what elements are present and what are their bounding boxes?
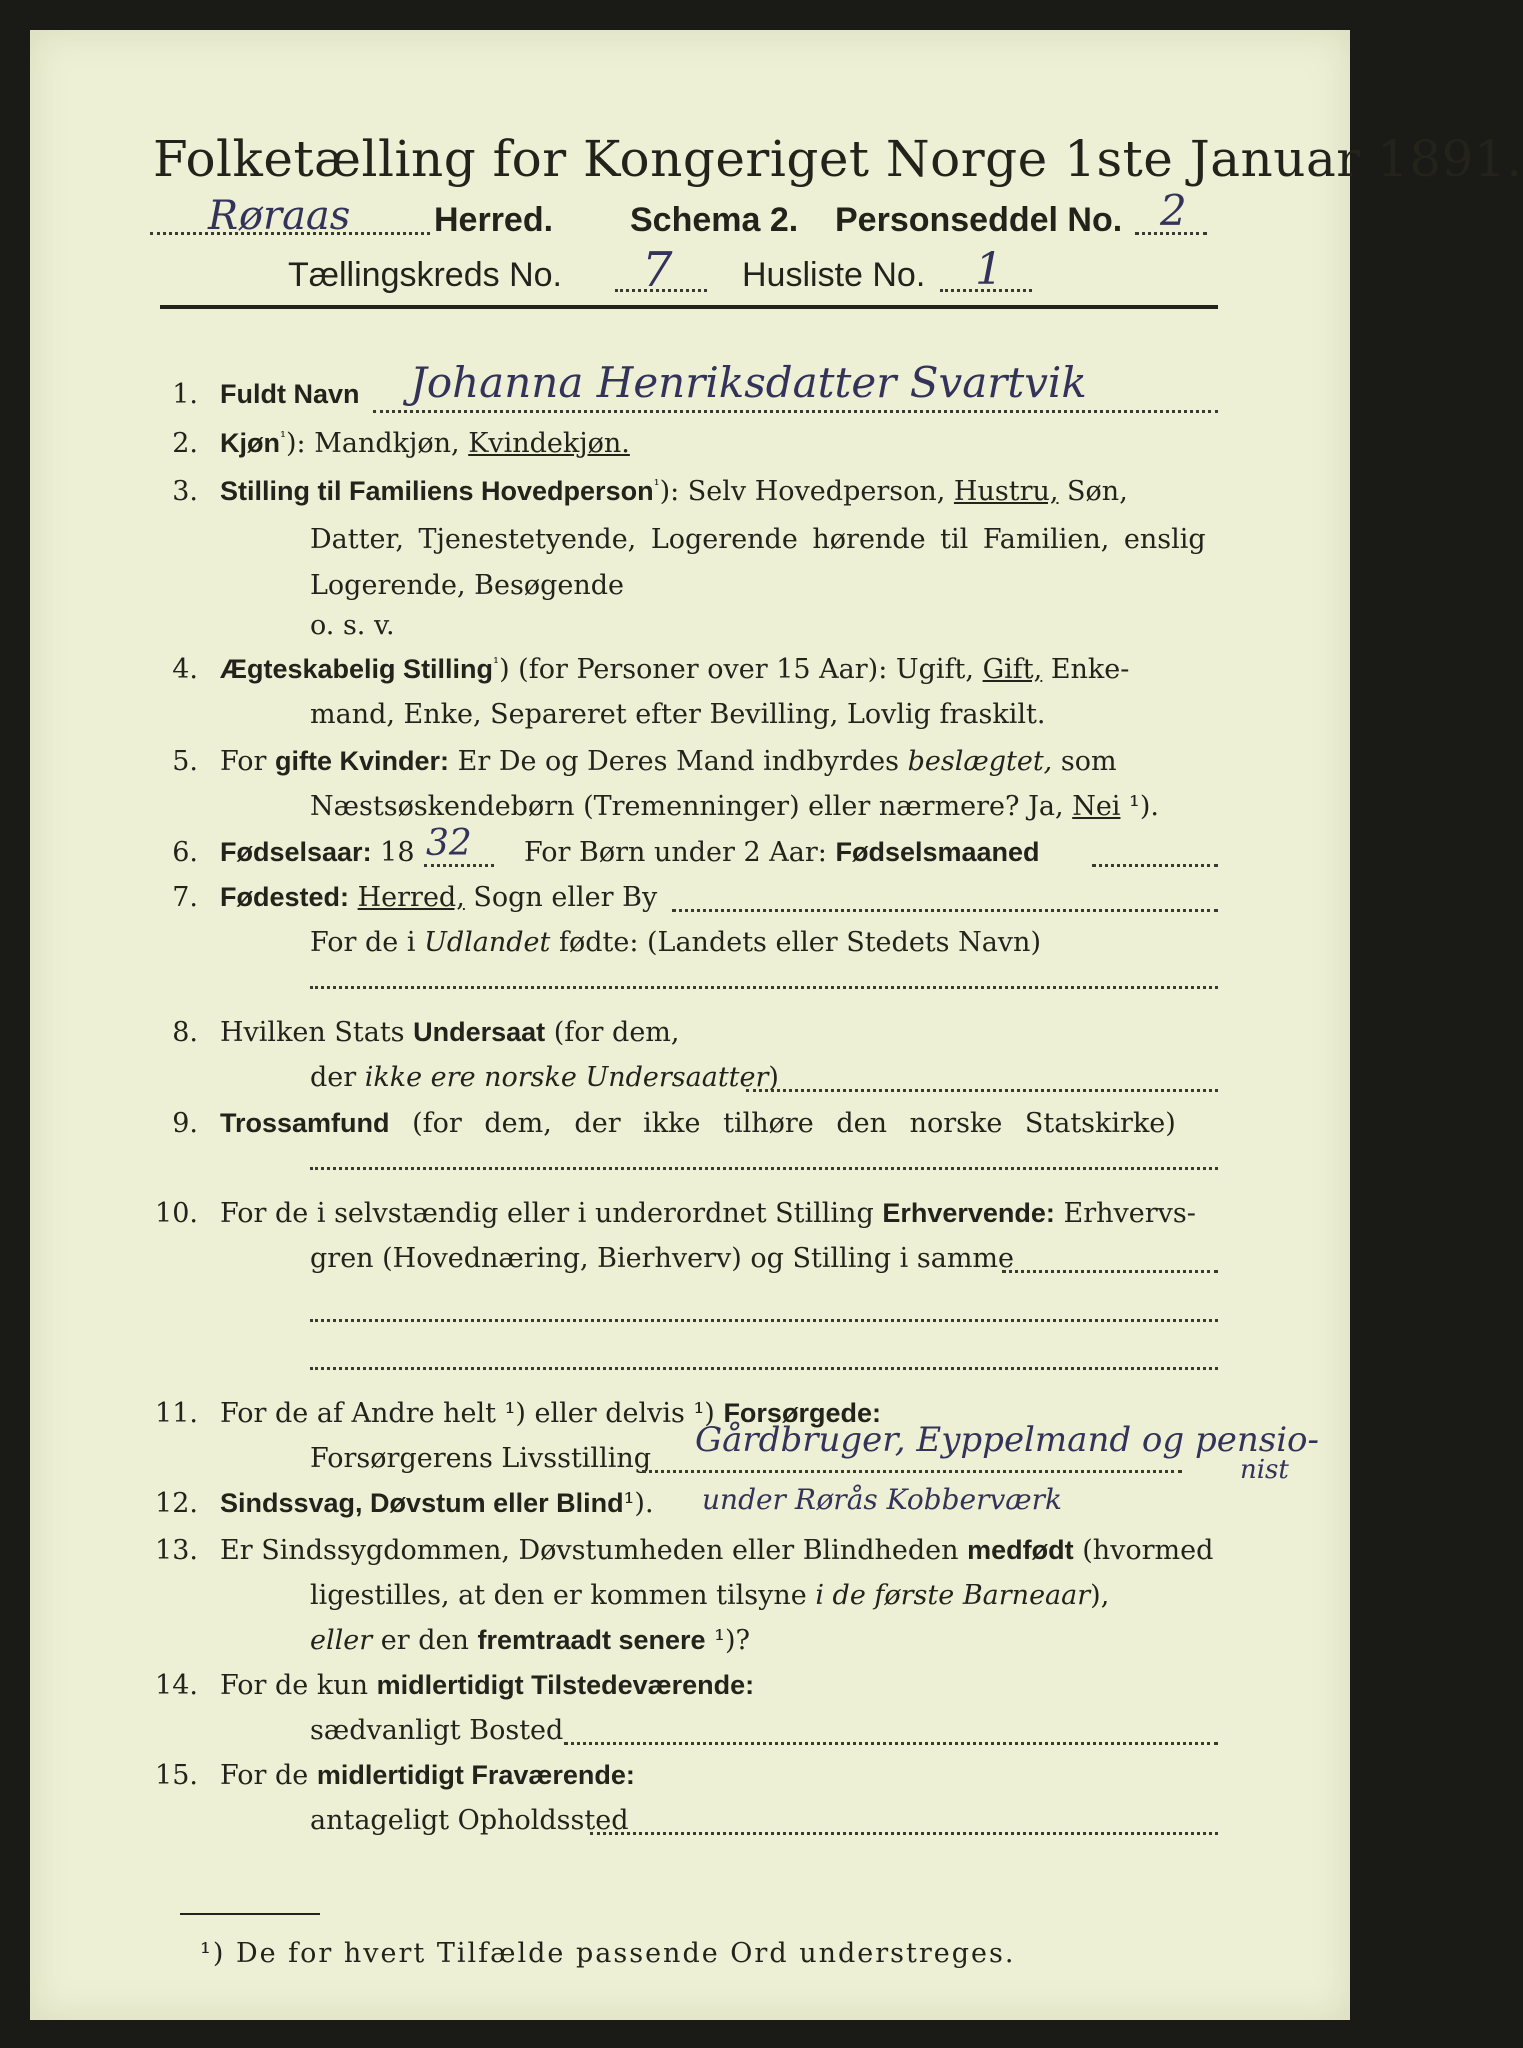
item-6-label bbox=[220, 837, 415, 868]
marital-status-footnote-mark: ¹ bbox=[493, 653, 500, 672]
item-13-line-2 bbox=[310, 1580, 1109, 1611]
citizenship-dotted-line bbox=[746, 1089, 1218, 1092]
item-7-line-2 bbox=[310, 927, 1041, 958]
item-10-line-1 bbox=[220, 1198, 1196, 1229]
abroad-prefix: For de i bbox=[310, 926, 416, 958]
item-4-line-2: mand, Enke, Separeret efter Bevilling, Lovlig fraskilt. bbox=[310, 699, 1046, 731]
kreds-value: 7 bbox=[642, 242, 673, 299]
item-15-line-2: antageligt Opholdssted bbox=[310, 1805, 629, 1837]
item-4-line-1 bbox=[220, 654, 1129, 685]
citizenship-prefix: Hvilken Stats bbox=[220, 1017, 405, 1049]
birth-year-prefix: 18 bbox=[380, 837, 415, 869]
family-position-footnote-mark: ¹ bbox=[653, 475, 660, 494]
sex-label: Kjøn bbox=[220, 428, 280, 458]
married-women-for: For bbox=[220, 746, 267, 778]
item-3-number: 3. bbox=[172, 475, 198, 507]
item-4-number: 4. bbox=[172, 653, 198, 685]
footnote-rule bbox=[180, 1913, 320, 1915]
header-rule bbox=[160, 305, 1218, 309]
temporary-absent-label: midlertidigt Fraværende: bbox=[316, 1760, 635, 1791]
birth-year-dotted-line bbox=[424, 864, 494, 867]
married-women-question-2: Næstsøskendebørn (Tremenninger) eller nærmere? Ja, bbox=[310, 791, 1064, 823]
sex-footnote-mark: ¹ bbox=[280, 428, 287, 446]
stay-dotted-line bbox=[590, 1832, 1218, 1835]
item-6-number: 6. bbox=[172, 837, 198, 869]
married-women-som: som bbox=[1060, 746, 1117, 778]
item-3-line-3: Logerende, Besøgende bbox=[310, 569, 624, 601]
full-name-label: Fuldt Navn bbox=[220, 379, 360, 410]
herred-label-text: Herred. bbox=[434, 201, 554, 240]
item-9-line-1 bbox=[220, 1108, 1176, 1139]
supporter-occupation-value-2: nist bbox=[1240, 1455, 1289, 1486]
citizenship-der: der bbox=[310, 1062, 357, 1094]
birth-month-dotted-line bbox=[1092, 864, 1218, 867]
disability-footnote-mark: ¹). bbox=[623, 1488, 654, 1520]
personseddel-value: 2 bbox=[1160, 186, 1187, 236]
item-6-part-2 bbox=[524, 837, 1040, 868]
marital-status-options-a: ) (for Personer over 15 Aar): Ugift, bbox=[499, 653, 974, 685]
religion-label: Trossamfund bbox=[220, 1107, 390, 1138]
birth-year-value: 32 bbox=[426, 822, 472, 864]
married-women-question: Er De og Deres Mand indbyrdes bbox=[457, 746, 899, 778]
item-12-number: 12. bbox=[155, 1488, 198, 1520]
herred-value: Røraas bbox=[208, 193, 351, 240]
birthplace-selected-option: Herred, bbox=[357, 881, 465, 913]
occupation-prefix: For de i selvstændig eller i underordnet Stilling bbox=[220, 1197, 874, 1229]
birth-year-label: Fødselsaar: bbox=[220, 837, 372, 868]
item-2-text bbox=[220, 428, 630, 459]
item-11-number: 11. bbox=[155, 1397, 198, 1429]
footnote: ¹) De for hvert Tilfælde passende Ord understreges. bbox=[200, 1938, 1016, 1970]
item-15-line-1 bbox=[220, 1760, 635, 1791]
item-14-line-1 bbox=[220, 1670, 754, 1701]
item-10-line-2: gren (Hovednæring, Bierhverv) og Stilling i samme bbox=[310, 1243, 1015, 1275]
supporter-dotted-line bbox=[642, 1470, 1182, 1473]
item-11-line-2: Forsørgerens Livsstilling bbox=[310, 1442, 652, 1474]
married-women-label: gifte Kvinder: bbox=[275, 746, 450, 777]
item-1-number: 1. bbox=[172, 379, 198, 411]
citizenship-close-paren: ) bbox=[768, 1062, 779, 1094]
marital-status-options-b: Enke- bbox=[1050, 653, 1130, 685]
later-label: fremtraadt senere bbox=[477, 1624, 706, 1655]
husliste-label: Husliste No. bbox=[742, 255, 926, 294]
full-name-dotted-line bbox=[373, 410, 1218, 413]
occupation-erhvervs: Erhvervs- bbox=[1063, 1197, 1196, 1229]
schema-label-text: Schema 2. bbox=[630, 201, 799, 240]
item-9-number: 9. bbox=[172, 1107, 198, 1139]
congenital-childhood: i de første Barneaar bbox=[815, 1580, 1091, 1612]
congenital-hvormed: (hvormed bbox=[1082, 1535, 1214, 1567]
item-3-line-1 bbox=[220, 476, 1128, 507]
item-3-line-2: Datter, Tjenestetyende, Logerende hørende til Familien, enslig bbox=[310, 523, 1206, 555]
temporary-present-label: midlertidigt Tilstedeværende: bbox=[376, 1669, 755, 1700]
item-2-number: 2. bbox=[172, 428, 198, 459]
birthplace-dotted-line bbox=[672, 909, 1218, 912]
later-eller: eller bbox=[310, 1624, 373, 1656]
citizenship-question: (for dem, bbox=[553, 1017, 680, 1049]
full-name-value: Johanna Henriksdatter Svartvik bbox=[410, 358, 1087, 408]
citizenship-label: Undersaat bbox=[413, 1017, 546, 1048]
item-1-label bbox=[220, 379, 360, 410]
occupation-dotted-line-1 bbox=[1002, 1270, 1218, 1273]
herred-label bbox=[434, 201, 553, 240]
supported-prefix: For de af Andre helt ¹) eller delvis ¹) bbox=[220, 1397, 715, 1429]
religion-dotted-line bbox=[310, 1167, 1218, 1170]
item-7-line-1 bbox=[220, 882, 657, 913]
occupation-dotted-line-2 bbox=[310, 1319, 1218, 1322]
temporary-present-prefix: For de kun bbox=[220, 1669, 368, 1701]
congenital-question: Er Sindssygdommen, Døvstumheden eller Blindheden bbox=[220, 1535, 959, 1567]
item-13-line-1 bbox=[220, 1535, 1213, 1566]
personseddel-label bbox=[835, 201, 1122, 240]
occupation-dotted-line-3 bbox=[310, 1367, 1218, 1370]
disability-value: under Rørås Kobberværk bbox=[702, 1482, 1062, 1516]
religion-question: (for dem, der ikke tilhøre den norske Statskirke) bbox=[412, 1107, 1176, 1139]
item-10-number: 10. bbox=[155, 1197, 198, 1229]
congenital-close: ), bbox=[1090, 1580, 1110, 1612]
abroad-question: fødte: (Landets eller Stedets Navn) bbox=[558, 926, 1041, 958]
married-women-footnote-mark: ¹). bbox=[1120, 791, 1159, 823]
later-prefix: er den bbox=[380, 1624, 469, 1656]
item-3-line-4: o. s. v. bbox=[310, 610, 395, 642]
item-14-number: 14. bbox=[155, 1669, 198, 1701]
kreds-label: Tællingskreds No. bbox=[288, 255, 562, 294]
item-8-line-1 bbox=[220, 1017, 679, 1048]
item-13-line-3 bbox=[310, 1625, 750, 1656]
family-position-options-b: Søn, bbox=[1067, 475, 1128, 507]
schema-label bbox=[630, 201, 798, 240]
birth-month-question: For Børn under 2 Aar: bbox=[524, 837, 827, 869]
item-8-line-2 bbox=[310, 1062, 779, 1093]
item-13-number: 13. bbox=[155, 1535, 198, 1567]
item-12-line-1 bbox=[220, 1488, 654, 1519]
disability-label: Sindssvag, Døvstum eller Blind bbox=[220, 1488, 624, 1519]
birthplace-label: Fødested: bbox=[220, 881, 350, 912]
occupation-label: Erhvervende: bbox=[882, 1197, 1055, 1228]
census-form-sheet bbox=[30, 30, 1523, 2020]
citizenship-non-norwegian: ikke ere norske Undersaatter bbox=[364, 1062, 769, 1094]
married-women-related: beslægtet, bbox=[907, 746, 1053, 778]
family-position-label: Stilling til Familiens Hovedperson bbox=[220, 475, 654, 506]
abroad-dotted-line bbox=[310, 986, 1218, 989]
congenital-label: medfødt bbox=[967, 1535, 1074, 1566]
residence-dotted-line bbox=[564, 1742, 1218, 1745]
item-5-line-2 bbox=[310, 791, 1159, 822]
item-8-number: 8. bbox=[172, 1017, 198, 1049]
item-5-number: 5. bbox=[172, 746, 198, 778]
birthplace-options: Sogn eller By bbox=[473, 881, 658, 913]
congenital-question-2: ligestilles, at den er kommen tilsyne bbox=[310, 1580, 807, 1612]
abroad-word: Udlandet bbox=[424, 926, 551, 958]
sex-options: ): Mandkjøn, bbox=[286, 428, 460, 459]
supporter-occupation-value: Gårdbruger, Eyppelmand og pensio- bbox=[695, 1420, 1320, 1461]
family-position-options-a: ): Selv Hovedperson, bbox=[659, 475, 946, 507]
item-15-number: 15. bbox=[155, 1760, 198, 1792]
family-position-selected-option: Hustru, bbox=[953, 475, 1059, 507]
marital-status-label: Ægteskabelig Stilling bbox=[220, 653, 494, 684]
temporary-absent-prefix: For de bbox=[220, 1760, 309, 1792]
birth-month-label: Fødselsmaaned bbox=[835, 837, 1040, 868]
form-title: Folketælling for Kongeriget Norge 1ste Januar 1891. bbox=[153, 129, 1523, 188]
marital-status-selected-option: Gift, bbox=[982, 653, 1043, 685]
later-footnote-mark: ¹)? bbox=[705, 1624, 750, 1656]
item-5-line-1 bbox=[220, 746, 1117, 777]
item-7-number: 7. bbox=[172, 881, 198, 913]
supported-label: Forsørgede: bbox=[723, 1397, 881, 1428]
item-14-line-2: sædvanligt Bosted bbox=[310, 1714, 564, 1746]
married-women-selected-option: Nei bbox=[1072, 791, 1121, 823]
husliste-value: 1 bbox=[975, 243, 1003, 295]
personseddel-label-text: Personseddel No. bbox=[835, 201, 1123, 240]
sex-selected-option: Kvindekjøn. bbox=[468, 428, 630, 459]
